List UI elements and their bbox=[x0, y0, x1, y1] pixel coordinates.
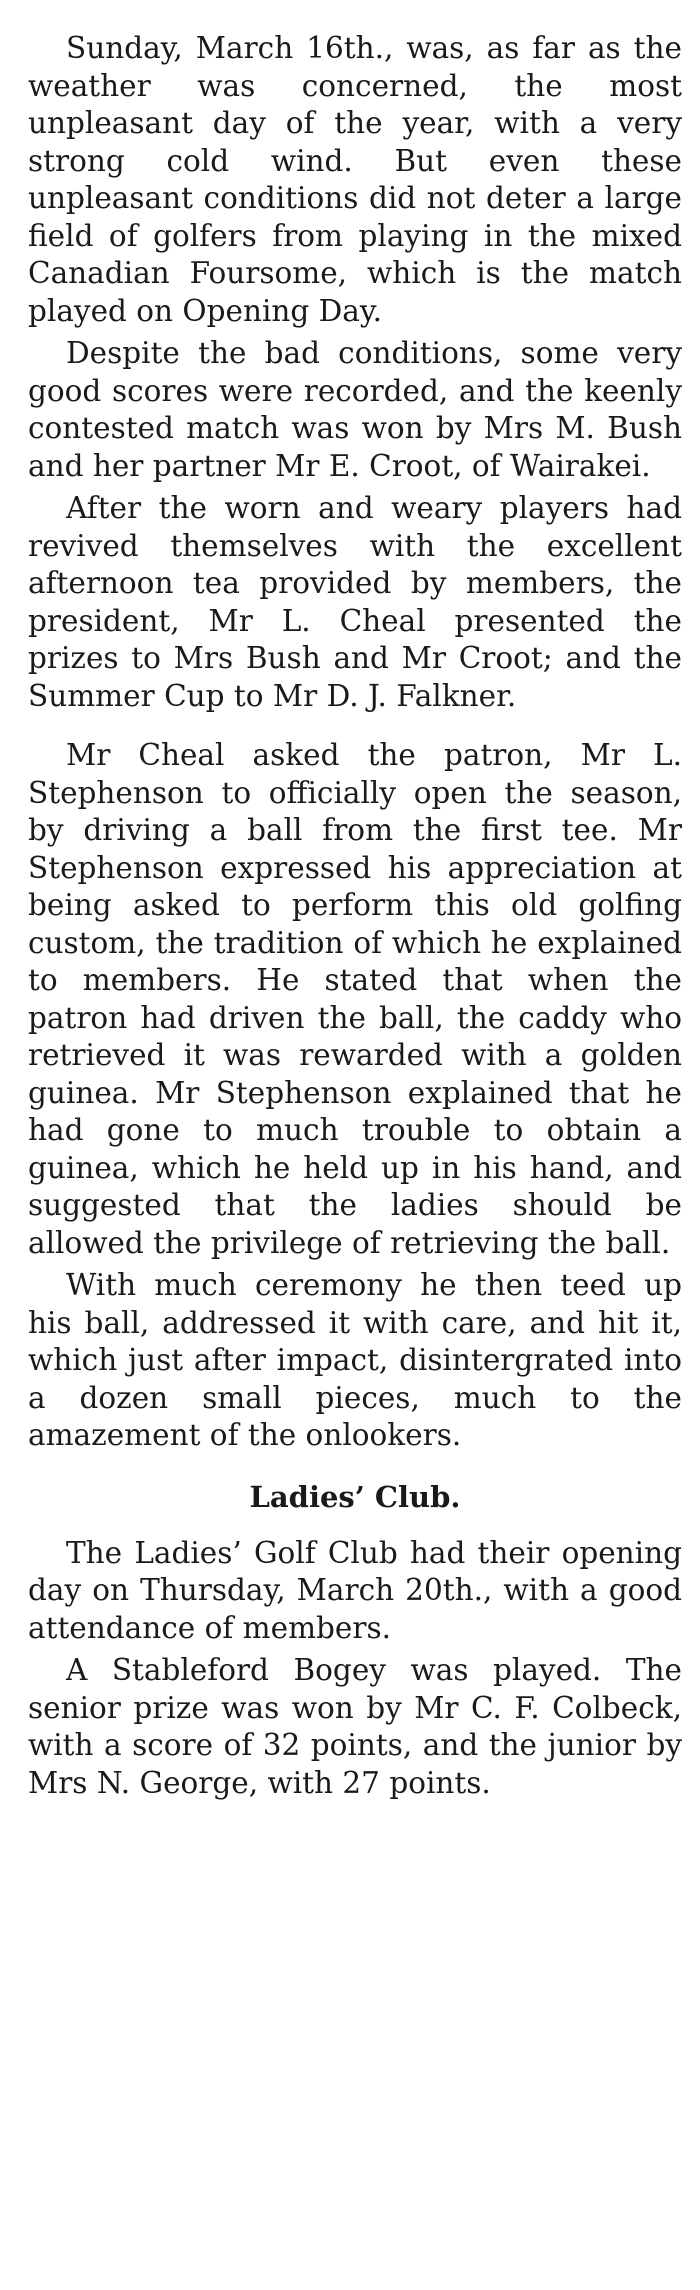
newspaper-column bbox=[28, 30, 682, 1802]
section-heading-ladies-club: Ladies’ Club. bbox=[249, 1479, 461, 1514]
ladies-club-paragraph-results: A Stableford Bogey was played. The senior prize was won by Mr C. F. Colbeck, with a score of 32 points, and the junior by Mrs N. George, with 27 points. bbox=[28, 1653, 682, 1800]
article-paragraph-ceremony: With much ceremony he then teed up his ball, addressed it with care, and hit it, which just after impact, disintergrated into a dozen small pieces, much to the amazement of the onlookers. bbox=[28, 1268, 682, 1452]
ladies-club-paragraph-opening: The Ladies’ Golf Club had their opening day on Thursday, March 20th., with a good attendance of members. bbox=[28, 1535, 682, 1645]
article-paragraph-scores: Despite the bad conditions, some very good scores were recorded, and the keenly contested match was won by Mrs M. Bush and her partner Mr E. Croot, of Wairakei. bbox=[28, 336, 682, 483]
article-paragraph-patron: Mr Cheal asked the patron, Mr L. Stephenson to officially open the season, by driving a ball from the first tee. Mr Stephenson expressed his appreciation at being asked to perform this old golfing custom, the tradition of which he explained to members. He stated that when the patron had driven the ball, the caddy who retrieved it was rewarded with a golden guinea. Mr Stephenson explained that he had gone to much trouble to obtain a guinea, which he held up in his hand, and suggested that the ladies should be allowed the privilege of retrieving the ball. bbox=[28, 738, 682, 1260]
article-paragraph-prizes: After the worn and weary players had revived themselves with the excellent afternoon tea provided by members, the president, Mr L. Cheal presented the prizes to Mrs Bush and Mr Croot; and the Summer Cup to Mr D. J. Falkner. bbox=[28, 491, 682, 713]
article-paragraph-opening-day: Sunday, March 16th., was, as far as the weather was concerned, the most unpleasant day of the year, with a very strong cold wind. But even these unpleasant conditions did not deter a large field of golfers from playing in the mixed Canadian Foursome, which is the match played on Opening Day. bbox=[28, 31, 682, 328]
